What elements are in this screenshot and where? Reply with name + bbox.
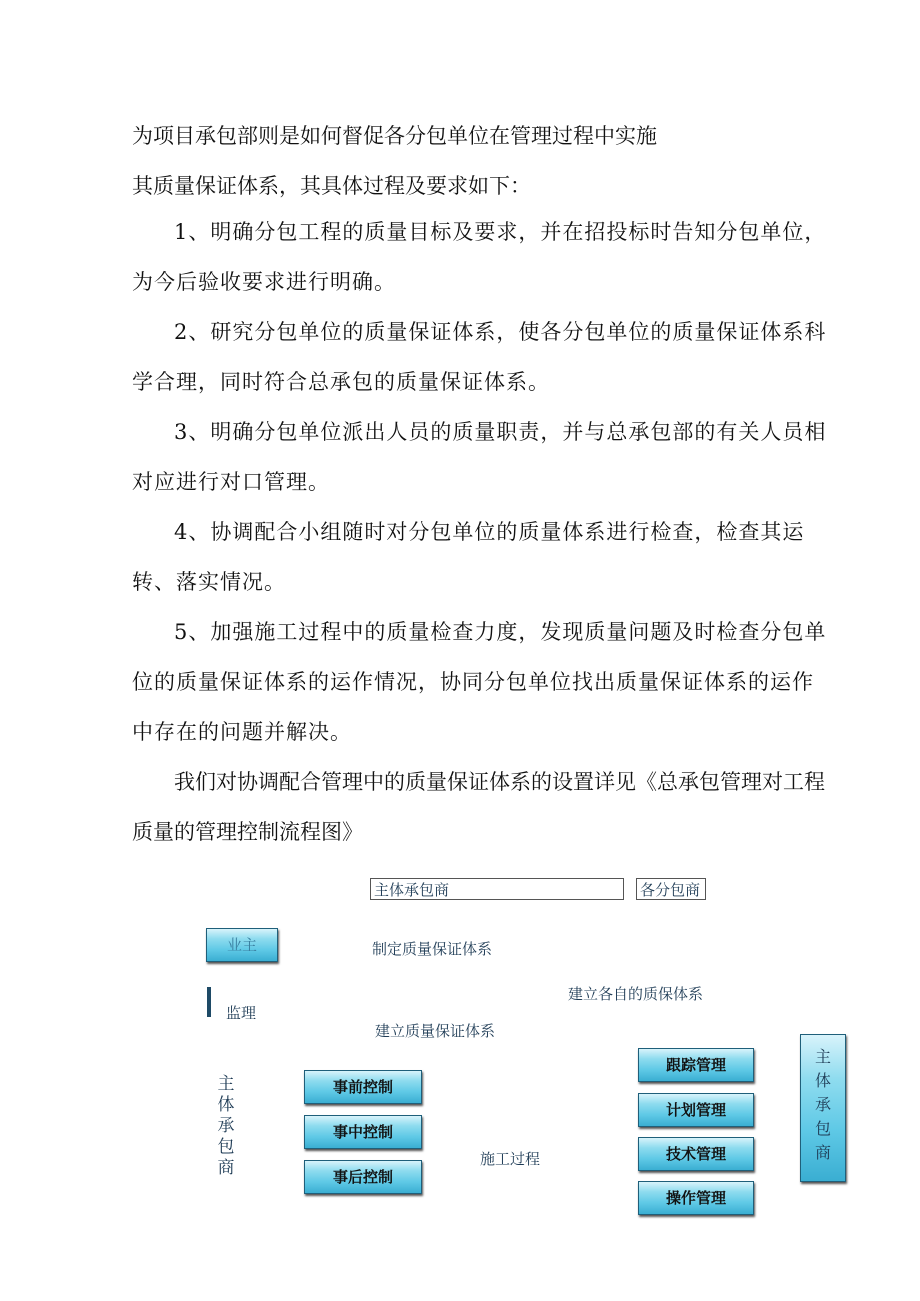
- tracking-box: 跟踪管理: [638, 1048, 754, 1082]
- pre-control-box: 事前控制: [304, 1070, 422, 1104]
- closing-paragraph: 我们对协调配合管理中的质量保证体系的设置详见《总承包管理对工程质量的管理控制流程图》: [132, 770, 825, 844]
- right-vertical-box: [800, 1034, 846, 1182]
- header-subcontractors: 各分包商: [636, 878, 706, 900]
- mid-control-box: 事中控制: [304, 1115, 422, 1149]
- left-vertical-label: 主体承包商: [217, 1074, 235, 1178]
- owner-box: 业主: [206, 928, 278, 962]
- right-vertical-label: 主体承包商: [814, 1047, 831, 1162]
- supervision-bar: [207, 987, 211, 1017]
- supervision-label: 监理: [226, 1004, 257, 1022]
- item-4: 4、协调配合小组随时对分包单位的质量体系进行检查，检查其运转、落实情况。: [132, 520, 805, 594]
- planning-box: 计划管理: [638, 1093, 754, 1127]
- item-5: 5、加强施工过程中的质量检查力度，发现质量问题及时检查分包单位的质量保证体系的运作情况，协同分包单位找出质量保证体系的运作中存在的问题并解决。: [132, 620, 827, 744]
- item-2: 2、研究分包单位的质量保证体系，使各分包单位的质量保证体系科学合理，同时符合总承包的质量保证体系。: [132, 320, 827, 394]
- establish-quality-label: 制定质量保证体系: [372, 940, 493, 958]
- construction-process-label: 施工过程: [480, 1150, 541, 1168]
- intro-line-1: 为项目承包部则是如何督促各分包单位在管理过程中实施: [132, 124, 657, 148]
- intro-line-2: 其质量保证体系，其具体过程及要求如下：: [132, 174, 531, 198]
- build-quality-label: 建立质量保证体系: [375, 1022, 496, 1040]
- build-each-label: 建立各自的质保体系: [568, 985, 704, 1003]
- technical-box: 技术管理: [638, 1137, 754, 1171]
- item-3: 3、明确分包单位派出人员的质量职责，并与总承包部的有关人员相对应进行对口管理。: [132, 420, 827, 494]
- operation-box: 操作管理: [638, 1181, 754, 1215]
- header-main-contractor: 主体承包商: [370, 878, 624, 900]
- post-control-box: 事后控制: [304, 1160, 422, 1194]
- item-1: 1、明确分包工程的质量目标及要求，并在招投标时告知分包单位，为今后验收要求进行明确。: [132, 220, 827, 294]
